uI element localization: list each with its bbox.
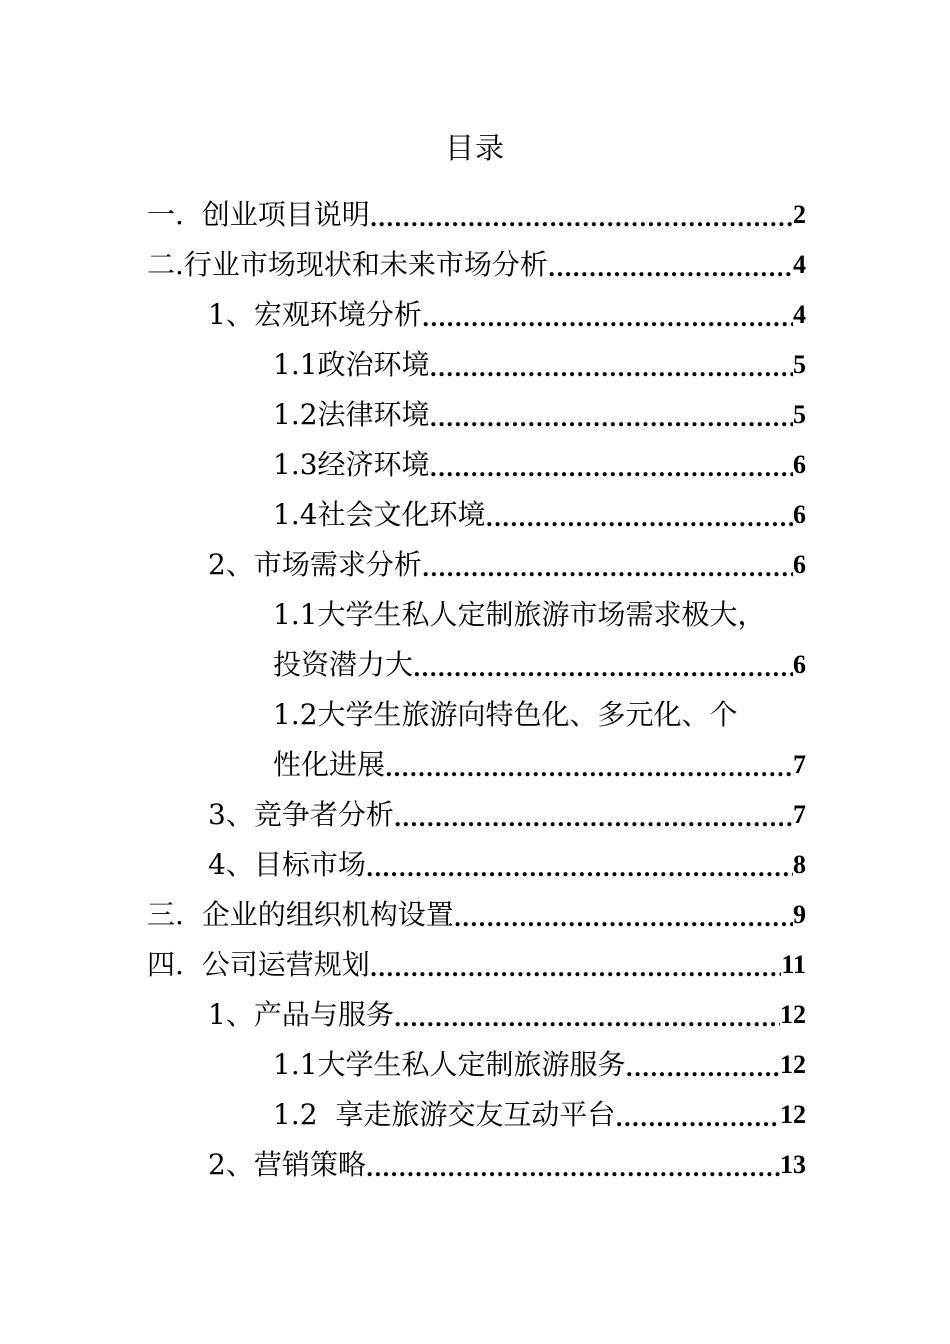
toc-entry-4[interactable] (0, 940, 950, 990)
dot-leader (430, 394, 793, 444)
dot-leader (385, 744, 793, 794)
dot-leader (370, 194, 793, 244)
dot-leader (615, 1094, 780, 1144)
dot-leader (413, 644, 793, 694)
dot-leader (548, 244, 793, 294)
toc-page-number: 13 (780, 1150, 806, 1179)
toc-entry-2-2-1-line1[interactable] (0, 590, 950, 640)
toc-entry-label: 1.1政治环境 (273, 348, 430, 381)
toc-page-number: 4 (793, 300, 806, 329)
toc-page-number: 11 (781, 950, 806, 979)
toc-entry-4-1-2[interactable] (0, 1090, 950, 1140)
toc-entry-2-2[interactable] (0, 540, 950, 590)
toc-page-number: 9 (793, 900, 806, 929)
toc-entry-2-2-1-line2[interactable] (0, 640, 950, 690)
toc-entry-2-1-2[interactable] (0, 390, 950, 440)
toc-entry-label: 三. 企业的组织机构设置 (147, 898, 454, 931)
toc-entry-label: 2、营销策略 (208, 1148, 366, 1181)
toc-entry-label: 投资潜力大 (273, 648, 414, 681)
dot-leader (394, 994, 780, 1044)
toc-page-number: 5 (793, 400, 806, 429)
toc-entry-label: 2、市场需求分析 (208, 548, 422, 581)
dot-leader (394, 794, 793, 844)
toc-page-number: 6 (793, 650, 806, 679)
toc-entry-label: 1.2法律环境 (273, 398, 430, 431)
dot-leader (430, 344, 793, 394)
toc-entry-label: 四. 公司运营规划 (147, 948, 370, 981)
toc-entry-4-2[interactable] (0, 1140, 950, 1190)
toc-entry-label: 1.4社会文化环境 (273, 498, 486, 531)
toc-entry-label: 1、产品与服务 (208, 998, 394, 1031)
dot-leader (366, 844, 793, 894)
toc-entry-2-1-1[interactable] (0, 340, 950, 390)
toc-entry-label: 1.3经济环境 (273, 448, 430, 481)
toc-entry-2-1-3[interactable] (0, 440, 950, 490)
toc-entry-4-1-1[interactable] (0, 1040, 950, 1090)
toc-entry-label: 二.行业市场现状和未来市场分析 (147, 248, 548, 281)
toc-entry-3[interactable] (0, 890, 950, 940)
dot-leader (454, 894, 793, 944)
toc-entry-label-line1: 1.1大学生私人定制旅游市场需求极大， (273, 598, 766, 631)
toc-entry-2-1-4[interactable] (0, 490, 950, 540)
toc-entry-label: 性化进展 (273, 748, 386, 781)
toc-entry-label: 一. 创业项目说明 (147, 198, 370, 231)
dot-leader (626, 1044, 780, 1094)
toc-page-number: 7 (793, 800, 806, 829)
toc-title: 目录 (444, 131, 505, 165)
toc-page-number: 6 (793, 500, 806, 529)
toc-page-number: 6 (793, 550, 806, 579)
table-of-contents (0, 190, 950, 1190)
toc-page-number: 12 (780, 1100, 806, 1129)
toc-entry-2-1[interactable] (0, 290, 950, 340)
toc-entry-label: 4、目标市场 (208, 848, 366, 881)
dot-leader (422, 544, 793, 594)
toc-page-number: 4 (793, 250, 806, 279)
toc-entry-4-1[interactable] (0, 990, 950, 1040)
dot-leader (486, 494, 793, 544)
toc-page-number: 12 (780, 1050, 806, 1079)
toc-entry-label: 1.1大学生私人定制旅游服务 (273, 1048, 626, 1081)
dot-leader (430, 444, 793, 494)
toc-entry-2-2-2-line1[interactable] (0, 690, 950, 740)
toc-entry-label-line1: 1.2大学生旅游向特色化、多元化、个 (273, 698, 738, 731)
toc-page-number: 8 (793, 850, 806, 879)
toc-entry-2[interactable] (0, 240, 950, 290)
toc-page-number: 7 (793, 750, 806, 779)
toc-entry-2-4[interactable] (0, 840, 950, 890)
toc-entry-label: 1.2 享走旅游交友互动平台 (273, 1098, 616, 1131)
toc-page-number: 12 (780, 1000, 806, 1029)
toc-entry-2-3[interactable] (0, 790, 950, 840)
toc-entry-2-2-2-line2[interactable] (0, 740, 950, 790)
toc-page-number: 5 (793, 350, 806, 379)
toc-entry-label: 3、竞争者分析 (208, 798, 394, 831)
dot-leader (370, 944, 782, 994)
dot-leader (422, 294, 793, 344)
toc-entry-1[interactable] (0, 190, 950, 240)
toc-page-number: 6 (793, 450, 806, 479)
dot-leader (366, 1144, 780, 1194)
toc-entry-label: 1、宏观环境分析 (208, 298, 422, 331)
toc-page-number: 2 (793, 200, 806, 229)
